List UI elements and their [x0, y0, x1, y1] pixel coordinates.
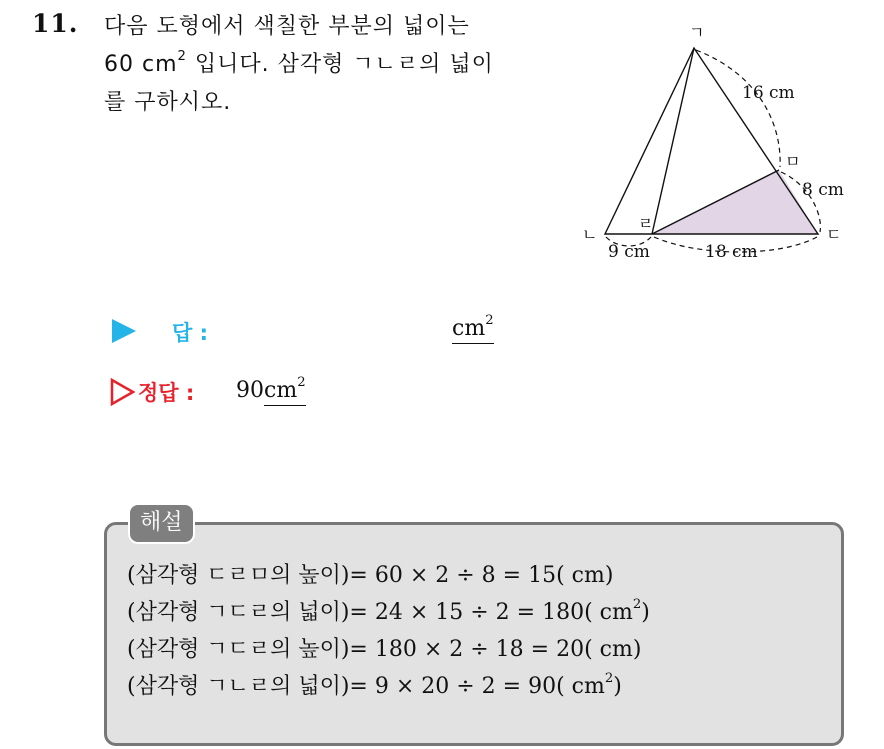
answer-unit: cm: [452, 316, 486, 341]
measure-ae: 16 cm: [742, 83, 795, 103]
explanation-line-2-main: (삼각형 ㄱㄷㄹ의 넓이)= 24 × 15 ÷ 2 = 180( cm: [127, 600, 633, 625]
vertex-label-c: ㄷ: [826, 225, 842, 244]
measure-bd: 9 cm: [608, 242, 650, 262]
dimension-arc-ae: [696, 50, 780, 167]
vertex-label-a: ㄱ: [689, 23, 705, 42]
question-area-sup: 2: [177, 48, 187, 64]
explanation-line-2: [127, 594, 650, 631]
triangle-figure: [570, 15, 860, 275]
measure-ec: 8 cm: [802, 180, 844, 200]
answer-row: [112, 314, 532, 350]
explanation-line-4-end: ): [613, 674, 622, 699]
answer-label: 답 :: [172, 321, 208, 345]
explanation-tag: 해설: [128, 503, 195, 544]
question-number: 11.: [32, 9, 79, 38]
explanation-line-2-sup: 2: [632, 596, 642, 612]
explanation-line-4: [127, 668, 650, 705]
question-line-3: 를 구하시오.: [104, 90, 232, 115]
explanation-lines: [127, 557, 650, 705]
vertex-label-d: ㄹ: [638, 214, 654, 233]
question-line-2-rest: 입니다. 삼각형 ㄱㄴㄹ의 넓이: [186, 52, 494, 77]
correct-label: 정답 :: [138, 381, 195, 405]
question-area-value: 60 cm: [104, 52, 178, 77]
question-text: [104, 8, 559, 122]
question-line-1: 다음 도형에서 색칠한 부분의 넓이는: [104, 14, 470, 39]
segment-a-d: [652, 48, 694, 234]
correct-marker-icon: [110, 378, 136, 406]
correct-unit: cm: [264, 378, 298, 403]
explanation-line-1: (삼각형 ㄷㄹㅁ의 높이)= 60 × 2 ÷ 8 = 15( cm): [127, 563, 614, 588]
correct-unit-sup: 2: [297, 374, 306, 390]
vertex-label-e: ㅁ: [785, 152, 801, 171]
correct-value: 90: [236, 378, 264, 403]
explanation-line-3: (삼각형 ㄱㄷㄹ의 높이)= 180 × 2 ÷ 18 = 20( cm): [127, 637, 642, 662]
explanation-line-2-end: ): [641, 600, 650, 625]
answer-unit-sup: 2: [485, 312, 494, 328]
explanation-line-4-sup: 2: [604, 670, 614, 686]
correct-unit-wrap: [264, 374, 306, 406]
explanation-line-4-main: (삼각형 ㄱㄴㄹ의 넓이)= 9 × 20 ÷ 2 = 90( cm: [127, 674, 605, 699]
shaded-triangle: [652, 170, 818, 234]
question-line-2: [104, 46, 559, 84]
correct-answer-row: [110, 376, 530, 412]
measure-dc: 18 cm: [705, 242, 758, 262]
answer-blank-unit[interactable]: [452, 312, 494, 344]
vertex-label-b: ㄴ: [582, 225, 598, 244]
answer-marker-icon: [112, 319, 136, 343]
